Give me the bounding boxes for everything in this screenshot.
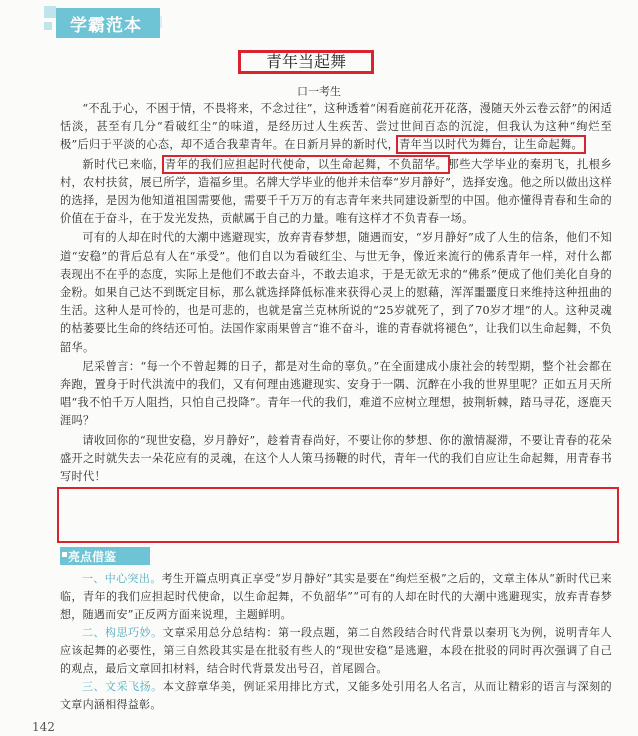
highlight-item [60, 678, 612, 714]
paragraph-4: 尼采曾言：“每一个不曾起舞的日子，都是对生命的辜负。”在全面建成小康社会的转型期，整个社会都在奔跑，置身于时代洪流中的我们，又有何理由逃避现实、安身于一隅、沉醉在小我的世界里呢？正如五月天所唱“我不怕千万人阻挡，只怕自己投降”。青年一代的我们，难道不应树立理想，披荆斩棘，踏马寻花，逐鹿天涯吗？ [60, 359, 612, 428]
paragraph-2-lead: 新时代已来临， [82, 157, 165, 171]
page-number: 142 [32, 720, 55, 734]
highlights-label: 亮点借鉴 [68, 550, 117, 564]
paragraph-2-text: 那些大学毕业的秦玥飞，扎根乡村，农村扶贫，展已所学，造福乡里。名牌大学毕业的他并未信奉“岁月静好”，选择安逸。他之所以做出这样的选择，是因为他知道祖国需要他，需要千千万万的有志青年来共同建设新型的中国。他亦懂得青春和生命的价值在于奋斗，在于发光发热，贡献属于自己的力量。唯有这样才不负青春一场。 [60, 157, 613, 226]
highlight-item-lead: 三、文采飞扬。 [82, 680, 163, 693]
highlight-item [60, 624, 612, 678]
highlights-bullet-icon [62, 552, 67, 557]
article-author: 口一考生 [297, 85, 341, 98]
decor-square [44, 6, 56, 18]
highlight-item-lead: 一、中心突出。 [82, 572, 162, 585]
section-banner-label: 学霸范本 [70, 16, 142, 36]
paragraph-1 [60, 100, 612, 155]
paragraph-2 [60, 156, 612, 229]
decor-square [44, 22, 52, 30]
highlight-item-text: 文章采用总分总结构：第一段点题，第二自然段结合时代背景以秦玥飞为例，说明青年人应该起舞的必要性，第三自然段其实是在批驳有些人的“现世安稳”是逃避，本段在批驳的同时再次强调了自己的观点，最后文章回扣材料，结合时代背景发出号召，首尾圆合。 [60, 626, 612, 675]
highlight-item-text: 考生开篇点明真正享受“岁月静好”其实是要在“绚烂至极”之后的，文章主体从“新时代已来临，青年的我们应担起时代使命，以生命起舞，不负韶华”“可有的人却在时代的大潮中逃避现实，放弃青春梦想，随遇而安”正反两方面来说理，主题鲜明。 [60, 572, 612, 621]
paragraph-5: 请收回你的“现世安稳，岁月静好”，趁着青春尚好，不要让你的梦想、你的激情凝滞，不要让青春的花朵盛开之时就失去一朵花应有的灵魂，在这个人人策马扬鞭的时代，青年一代的我们自应让生命起舞，用青春书写时代！ [60, 433, 612, 484]
conclusion-highlight-box [57, 487, 619, 543]
highlight-item [60, 570, 612, 624]
article-title: 青年当起舞 [265, 52, 346, 71]
highlights-section [60, 570, 612, 714]
highlighted-phrase: 青年的我们应担起时代使命，以生命起舞，不负韶华。 [164, 157, 448, 171]
paragraph-1-text: “不乱于心，不困于情，不畏将来，不念过往”，这种透着“闲看庭前花开花落，漫随天外云卷云舒”的闲适恬淡，甚至有几分“看破红尘”的味道，是经历过人生疾苦、尝过世间百态的沉淀，但我认为这种“绚烂至极”后归于平淡的心态，却不适合我辈青年。在日新月异的新时代， [60, 102, 612, 152]
highlight-item-text: 本文辞章华美，例证采用排比方式，又能多处引用名人名言，从而让精彩的语言与深刻的文章内涵相得益彰。 [60, 680, 612, 711]
article-body [60, 100, 612, 486]
highlighted-phrase: 青年当以时代为舞台，让生命起舞。 [399, 138, 583, 152]
highlight-item-lead: 二、构思巧妙。 [82, 626, 163, 639]
paragraph-3: 可有的人却在时代的大潮中逃避现实，放弃青春梦想，随遇而安，“岁月静好”成了人生的信条，他们不知道“安稳”的背后总有人在“承受”。他们自以为看破红尘、与世无争，像近来流行的佛系青年一样，对什么都表现出不在乎的态度，实际上是他们不敢去奋斗，不敢去追求，于是无欲无求的“佛系”便成了他们美化自身的金粉。如果自己达不到既定目标，那么就选择降低标准来获得心灵上的慰藉，浑浑噩噩度日来维持这种扭曲的生活。这种人是可怜的，也是可悲的，也就是富兰克林所说的“25岁就死了，到了70岁才埋”的人。这种灵魂的枯萎要比生命的终结还可怕。法国作家雨果曾言“谁不奋斗，谁的青春就将褪色”，让我们以生命起舞，不负韶华。 [60, 231, 612, 354]
